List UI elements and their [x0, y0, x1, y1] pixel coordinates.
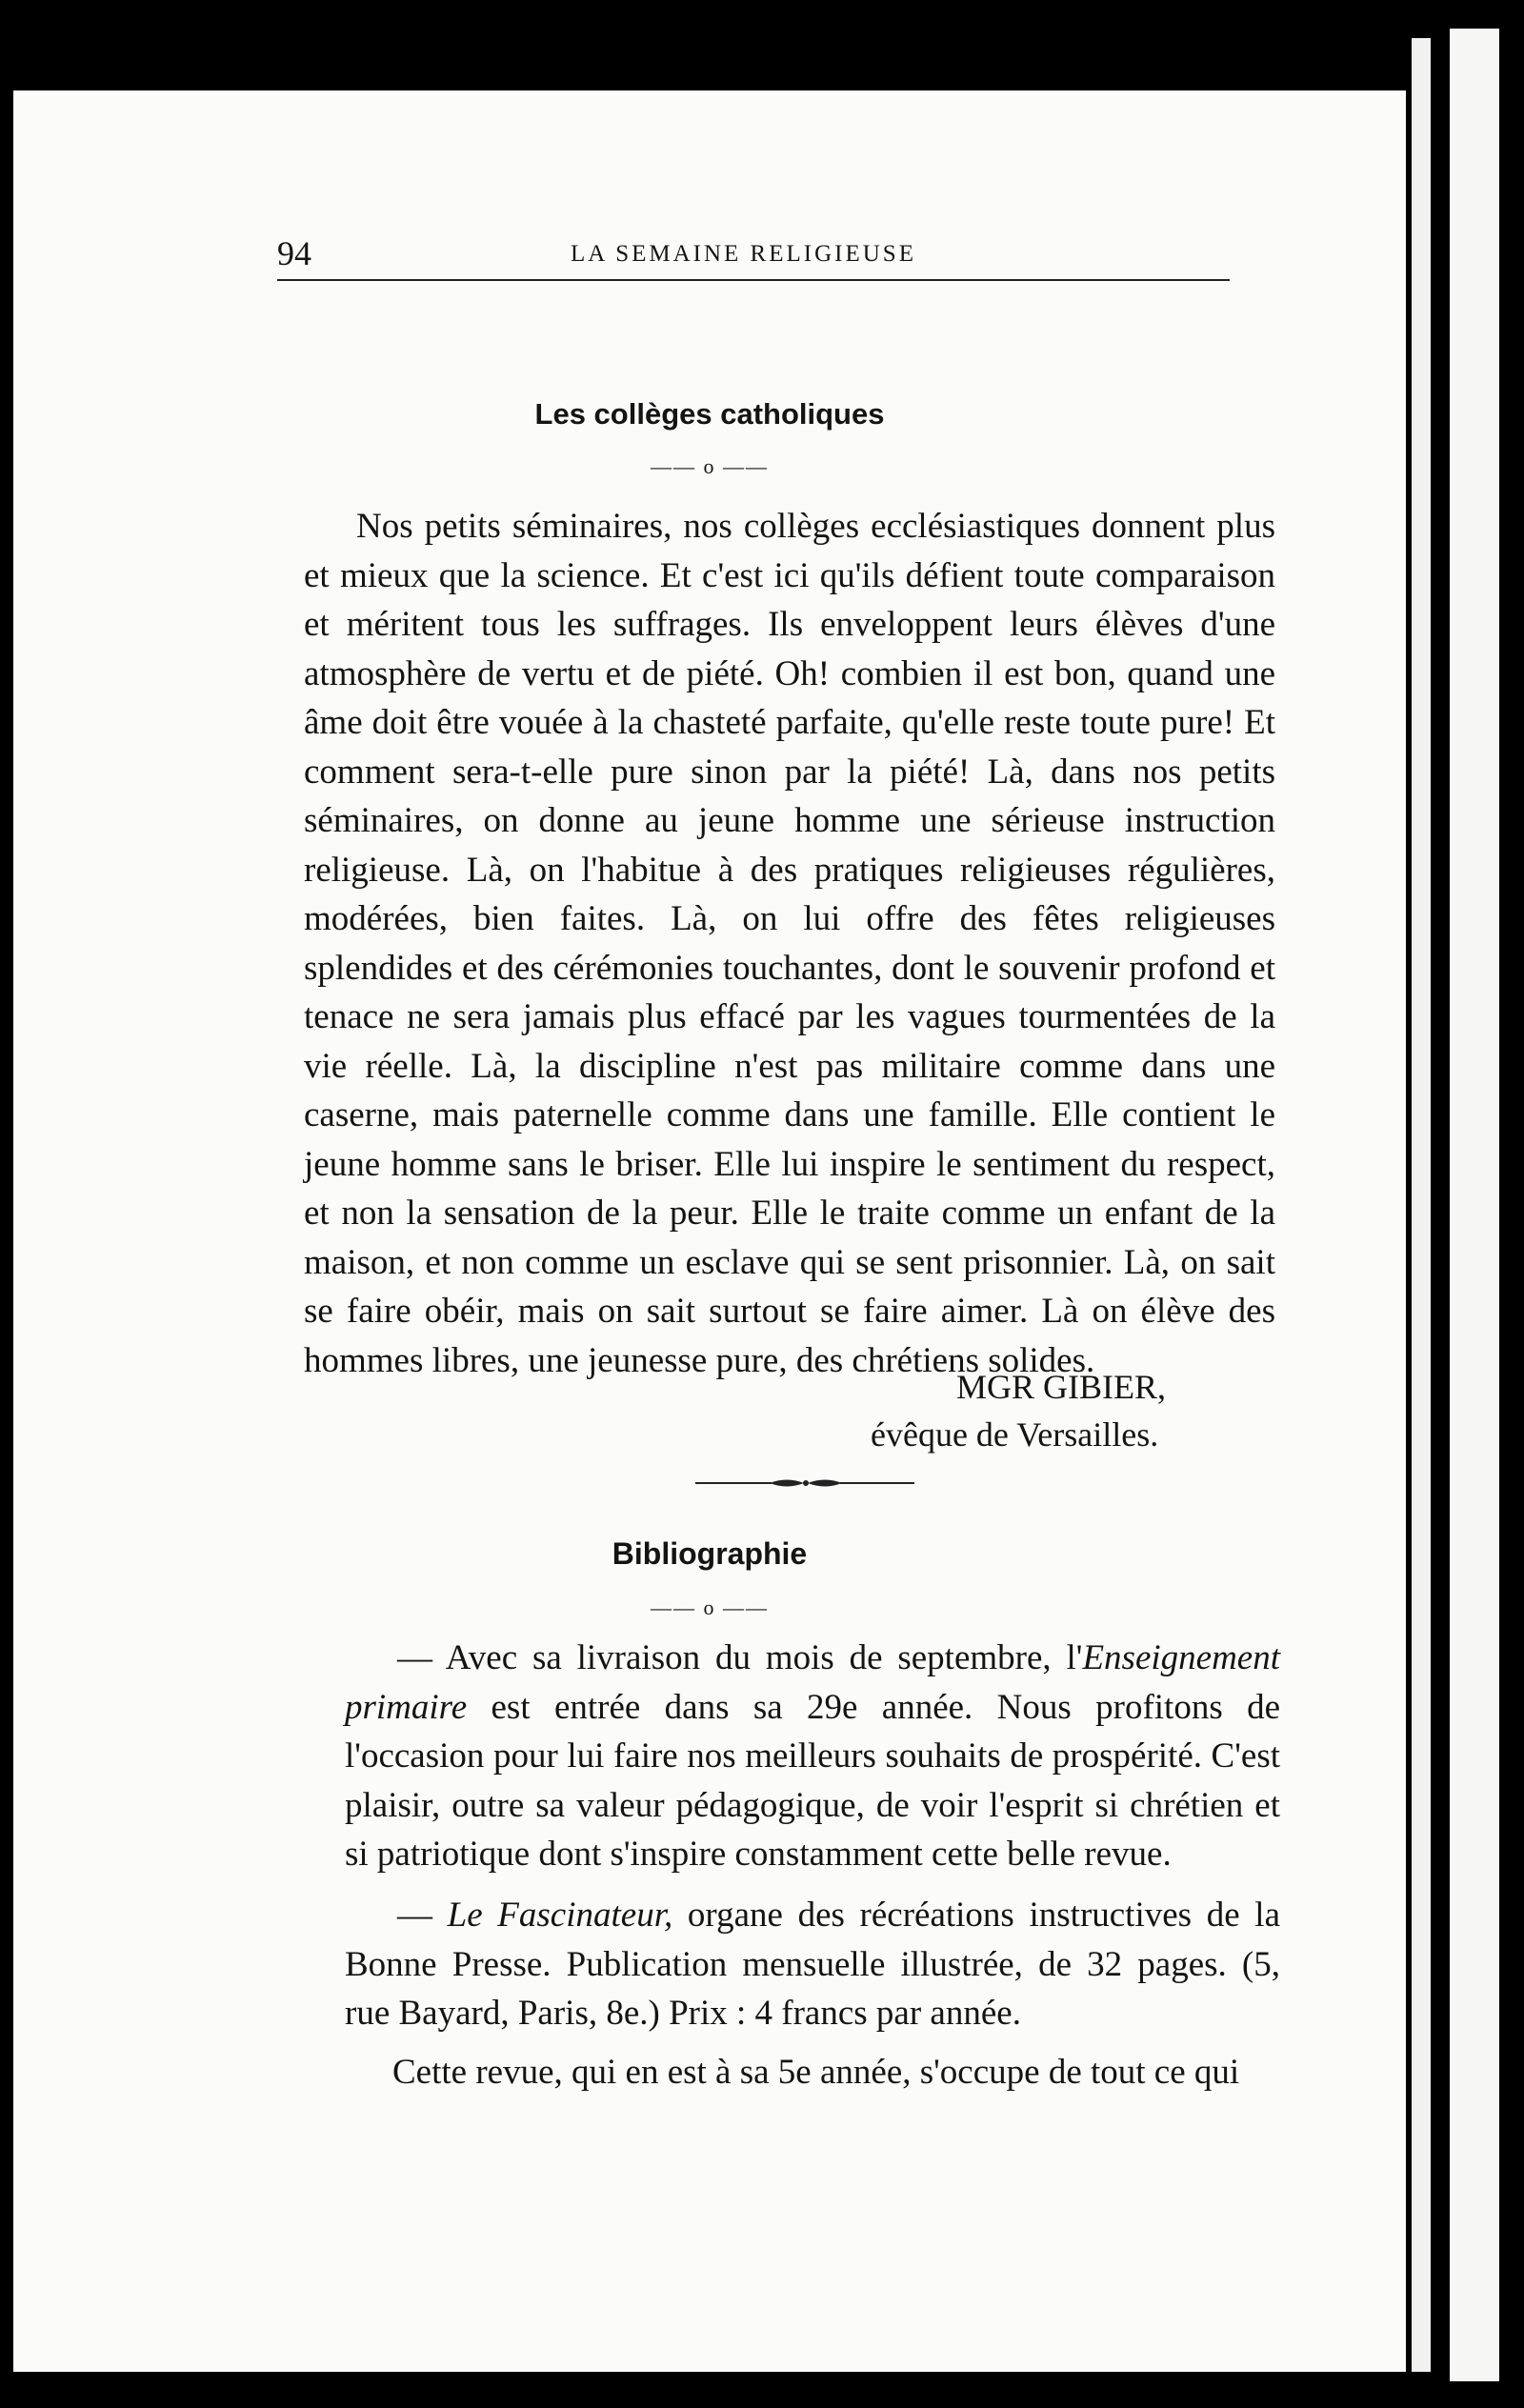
header-rule	[277, 279, 1230, 281]
page-number: 94	[277, 234, 311, 272]
section-title-colleges: Les collèges catholiques	[534, 397, 885, 431]
body-paragraph-revue: Cette revue, qui en est à sa 5e année, s'occupe de tout ce qui	[392, 2053, 1240, 2092]
body-paragraph-colleges: Nos petits séminaires, nos collèges ecclésiastiques donnent plus et mieux que la science. Et c'est ici qu'ils défient toute comparaison et méritent tous les suffrages. Ils enveloppent leurs élèves d'une atmosphère de vertu et de piété. Oh! combien il est bon, quand une âme doit être vouée à la chasteté parfaite, qu'elle reste toute pure! Et comment sera-t-elle pure sinon par la piété! Là, dans nos petits séminaires, on donne au jeune homme une sérieuse instruction religieuse. Là, on l'habitue à des pratiques religieuses régulières, modérées, bien faites. Là, on lui offre des fêtes religieuses splendides et des cérémonies touchantes, dont le souvenir profond et tenace ne sera jamais plus effacé par les vagues tourmentées de la vie réelle. Là, la discipline n'est pas militaire comme dans une caserne, mais paternelle comme dans une famille. Elle contient le jeune homme sans le briser. Elle lui inspire le sentiment du respect, et non la sensation de la peur. Elle le traite comme un enfant de la maison, et non comme un esclave qui se sent prisonnier. Là, on sait se faire obéir, mais on sait surtout se faire aimer. Là on élève des hommes libres, une jeunesse pure, des chrétiens solides.	[304, 507, 1275, 1380]
body-paragraph-fascinateur: — Le Fascinateur, organe des récréations instructives de la Bonne Presse. Publication mensuelle illustrée, de 32 pages. (5, rue Bayard, Paris, 8e.) Prix : 4 francs par année.	[345, 1896, 1280, 2033]
signature-title: évêque de Versailles.	[871, 1415, 1159, 1454]
body-paragraph-enseignement: — Avec sa livraison du mois de septembre, l'Enseignement primaire est entrée dans sa 29e année. Nous profitons de l'occasion pour lui faire nos meilleurs souhaits de prospérité. C'est plaisir, outre sa valeur pédagogique, de voir l'esprit si chrétien et si patriotique dont s'inspire constamment cette belle revue.	[345, 1638, 1280, 1874]
page-header	[277, 233, 1230, 275]
section-ornament-2: —— o ——	[651, 1595, 769, 1619]
adjacent-page-edge	[1412, 38, 1431, 2372]
section-ornament: —— o ——	[651, 454, 769, 478]
adjacent-page	[1450, 29, 1499, 2381]
section-title-bibliographie: Bibliographie	[612, 1536, 808, 1571]
separator-flourish	[695, 1476, 914, 1490]
book-page	[13, 90, 1406, 2372]
running-title: LA SEMAINE RELIGIEUSE	[571, 241, 916, 267]
signature-name: MGR GIBIER,	[956, 1368, 1167, 1406]
